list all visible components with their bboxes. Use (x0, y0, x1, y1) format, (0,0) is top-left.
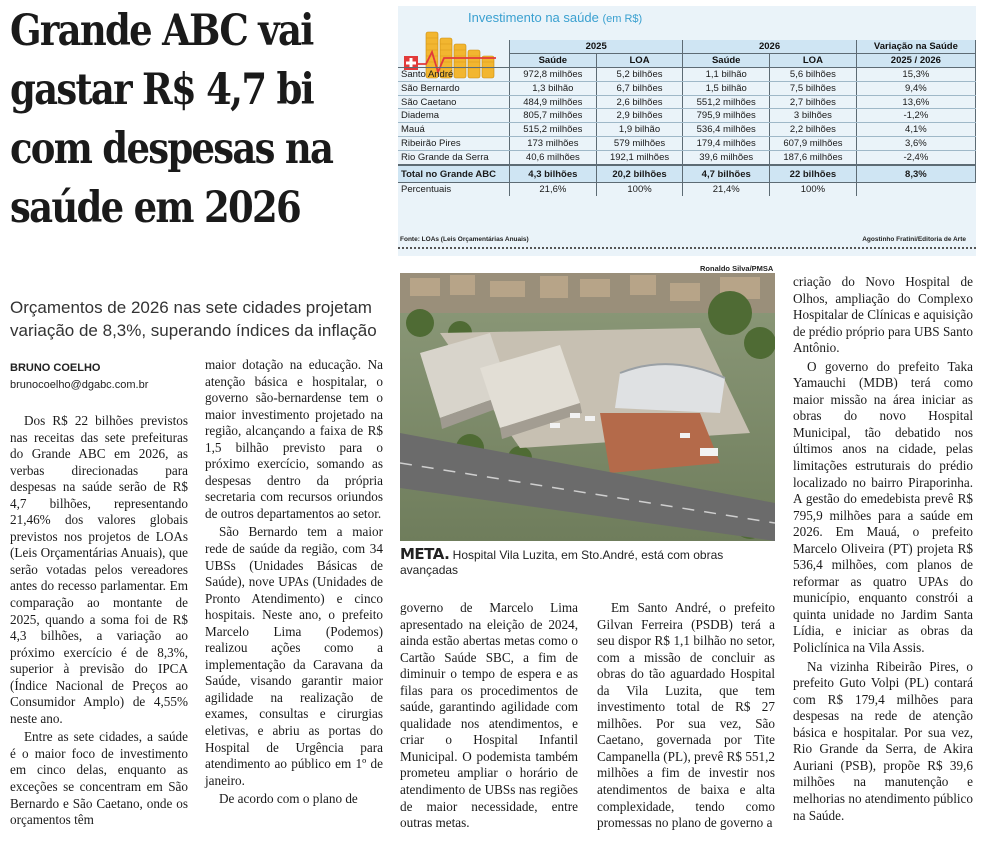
col-loa-2025: LOA (596, 53, 683, 67)
paragraph: Entre as sete cidades, a saúde é o maior foco de investimento em cinco delas, enquanto as exceções se concentram em São Bernardo e São Caetano, onde os orçamentos têm (10, 729, 188, 828)
article-column-4 (597, 600, 775, 832)
value-cell: 192,1 milhões (596, 151, 683, 165)
city-cell: Diadema (398, 109, 510, 123)
value-cell: 805,7 milhões (510, 109, 597, 123)
value-cell: 607,9 milhões (770, 137, 857, 151)
empty-cell (856, 183, 975, 196)
table-row (398, 81, 976, 95)
variation-cell: 15,3% (856, 67, 975, 81)
col-saude-2025: Saúde (510, 53, 597, 67)
total-row (398, 165, 976, 183)
article-column-1 (10, 413, 188, 829)
city-cell: São Bernardo (398, 81, 510, 95)
caption-label: META. (400, 545, 450, 563)
year-2026-header: 2026 (683, 40, 856, 53)
value-cell: 2,7 bilhões (770, 95, 857, 109)
col-loa-2026: LOA (770, 53, 857, 67)
value-cell: 4,7 bilhões (683, 165, 770, 183)
subheadline: Orçamentos de 2026 nas sete cidades projetam variação de 8,3%, superando índices da inflação (10, 298, 377, 340)
infographic-title-text: Investimento na saúde (468, 10, 599, 25)
city-cell: Santo André (398, 67, 510, 81)
value-cell: 39,6 milhões (683, 151, 770, 165)
paragraph: O governo do prefeito Taka Yamauchi (MDB) terá como maior missão na área iniciar as obras do novo Hospital Municipal, tão debatido nos últimos anos na cidade, pelas limitações estruturais do prédio localizado no bairro Piraporinha. A gestão do emedebista prevê R$ 795,9 milhões para a saúde em 2026. Em Mauá, o prefeito Marcelo Oliveira (PT) projeta R$ 536,4 milhões, com planos de reformar as quatro UPAs do município, enquanto constrói a quinta unidade no Jardim Santa Lídia, e iniciar as obras da Policlínica na Vila Assis. (793, 358, 973, 656)
year-2025-header: 2025 (510, 40, 683, 53)
variation-cell: 13,6% (856, 95, 975, 109)
value-cell: 536,4 milhões (683, 123, 770, 137)
city-cell: Percentuais (398, 183, 510, 196)
infographic-title (468, 10, 642, 25)
value-cell: 1,5 bilhão (683, 81, 770, 95)
table-row (398, 109, 976, 123)
value-cell: 100% (596, 183, 683, 196)
photo-credit: Ronaldo Silva/PMSA (700, 264, 774, 273)
col-saude-2026: Saúde (683, 53, 770, 67)
city-cell: Ribeirão Pires (398, 137, 510, 151)
author-email[interactable]: brunocoelho@dgabc.com.br (10, 379, 149, 391)
value-cell: 5,6 bilhões (770, 67, 857, 81)
health-investment-infographic (398, 6, 976, 256)
value-cell: 579 milhões (596, 137, 683, 151)
divider (398, 247, 976, 249)
value-cell: 187,6 milhões (770, 151, 857, 165)
infographic-credit: Agostinho Fratini/Editoria de Arte (862, 236, 966, 243)
value-cell: 6,7 bilhões (596, 81, 683, 95)
paragraph: maior dotação na educação. Na atenção básica e hospitalar, o governo são-bernardense tem o maior investimento projetado na região, alcançando a faixa de R$ 1,5 bilhão previsto para o próximo exercício, somando as despesas dentro da própria secretaria com recursos oriundos de outros departamentos ao setor. (205, 357, 383, 521)
author-byline: BRUNO COELHO (10, 362, 101, 374)
paragraph: criação do Novo Hospital de Olhos, ampliação do Complexo Hospitalar de Clínicas e aquisição de prédio próprio para UBS Santo Antônio. (793, 274, 973, 356)
value-cell: 21,4% (683, 183, 770, 196)
value-cell: 4,3 bilhões (510, 165, 597, 183)
table-row (398, 151, 976, 165)
table-row (398, 95, 976, 109)
paragraph: governo de Marcelo Lima apresentado na eleição de 2024, ainda estão abertas metas como o Cartão Saúde SBC, a fim de diminuir o tempo de espera e as filas para os procedimentos de saúde, garantindo agilidade com qualidade nos atendimentos, e criar o Hospital Infantil Municipal. O podemista também prometeu ampliar o horário de atendimento de UBSs nas regiões de maior necessidade, entre outras metas. (400, 600, 578, 831)
variation-cell: 3,6% (856, 137, 975, 151)
variation-cell: 8,3% (856, 165, 975, 183)
value-cell: 179,4 milhões (683, 137, 770, 151)
table-corner (398, 40, 510, 53)
headline: Grande ABC vai gastar R$ 4,7 bi com despesas na saúde em 2026 (10, 6, 333, 233)
table-row (398, 67, 976, 81)
value-cell: 3 bilhões (770, 109, 857, 123)
value-cell: 1,1 bilhão (683, 67, 770, 81)
table-row (398, 123, 976, 137)
value-cell: 22 bilhões (770, 165, 857, 183)
investment-table (398, 40, 976, 196)
paragraph: Em Santo André, o prefeito Gilvan Ferreira (PSDB) terá a seu dispor R$ 1,1 bilhão no setor, com a missão de concluir as obras do tão aguardado Hospital da Vila Luzita, que tem investimento total de R$ 27 milhões. Por sua vez, São Caetano, governada por Tite Campanella (PL), prevê R$ 551,2 milhões a fim de investir nos atendimentos de baixa e alta complexidade, tendo como promessas no plano de governo a (597, 600, 775, 831)
value-cell: 7,5 bilhões (770, 81, 857, 95)
value-cell: 515,2 milhões (510, 123, 597, 137)
variation-header: Variação na Saúde (856, 40, 975, 53)
table-row (398, 137, 976, 151)
paragraph: De acordo com o plano de (219, 791, 358, 807)
value-cell: 2,6 bilhões (596, 95, 683, 109)
percent-row (398, 183, 976, 196)
value-cell: 551,2 milhões (683, 95, 770, 109)
infographic-title-unit: (em R$) (602, 13, 643, 25)
city-cell: São Caetano (398, 95, 510, 109)
value-cell: 40,6 milhões (510, 151, 597, 165)
value-cell: 972,8 milhões (510, 67, 597, 81)
variation-subheader: 2025 / 2026 (856, 53, 975, 67)
variation-cell: 9,4% (856, 81, 975, 95)
variation-cell: 4,1% (856, 123, 975, 137)
paragraph: Na vizinha Ribeirão Pires, o prefeito Guto Volpi (PL) contará com R$ 179,4 milhões para despesas na rede de atenção básica e hospitalar. Por sua vez, Rio Grande da Serra, de Akira Auriani (PSB), propõe R$ 39,6 milhões na manutenção e melhorias no atendimento público na Saúde. (793, 658, 973, 823)
value-cell: 5,2 bilhões (596, 67, 683, 81)
value-cell: 795,9 milhões (683, 109, 770, 123)
value-cell: 484,9 milhões (510, 95, 597, 109)
article-column-2 (205, 357, 383, 808)
hospital-photo-illustration (400, 273, 775, 541)
hospital-aerial-photo (400, 273, 775, 541)
value-cell: 100% (770, 183, 857, 196)
photo-caption (400, 545, 778, 577)
city-cell: Mauá (398, 123, 510, 137)
value-cell: 20,2 bilhões (596, 165, 683, 183)
value-cell: 1,3 bilhão (510, 81, 597, 95)
variation-cell: -1,2% (856, 109, 975, 123)
infographic-source: Fonte: LOAs (Leis Orçamentárias Anuais) (400, 236, 529, 243)
value-cell: 1,9 bilhão (596, 123, 683, 137)
article-column-3 (400, 600, 578, 832)
value-cell: 2,9 bilhões (596, 109, 683, 123)
value-cell: 21,6% (510, 183, 597, 196)
city-cell: Total no Grande ABC (398, 165, 510, 183)
city-cell: Rio Grande da Serra (398, 151, 510, 165)
value-cell: 173 milhões (510, 137, 597, 151)
variation-cell: -2,4% (856, 151, 975, 165)
caption-text: Hospital Vila Luzita, em Sto.André, está com obras avançadas (400, 548, 724, 577)
paragraph: São Bernardo tem a maior rede de saúde da região, com 34 UBSs (Unidades Básicas de Saúde), nove UPAs (Unidades de Pronto Atendimento) e cinco hospitais. Neste ano, o prefeito Marcelo Lima (Podemos) realizou ações como a implementação da Caravana da Saúde, visando garantir maior agilidade na realização de exames, consultas e cirurgias eletivas, e abriu as portas do Hospital de Urgência para atendimento ao público em 1º de janeiro. (205, 524, 383, 788)
table-corner (398, 53, 510, 67)
paragraph: Dos R$ 22 bilhões previstos nas receitas das sete prefeituras do Grande ABC em 2026, as verbas direcionadas para despesas na saúde serão de R$ 4,7 bilhões, representando 21,46% dos valores globais previstos nos projetos de LOAs (Leis Orçamentárias Anuais), que serão votadas pelos vereadores antes do recesso parlamentar. Em comparação ao montante de 2025, quando a soma foi de R$ 4,3 bilhões, a variação ao próximo exercício é de 8,3%, superior à previsão do IPCA (Índice Nacional de Preços ao Consumidor Amplo) de 4,55% neste ano. (10, 413, 188, 726)
article-column-5 (793, 274, 973, 824)
value-cell: 2,2 bilhões (770, 123, 857, 137)
